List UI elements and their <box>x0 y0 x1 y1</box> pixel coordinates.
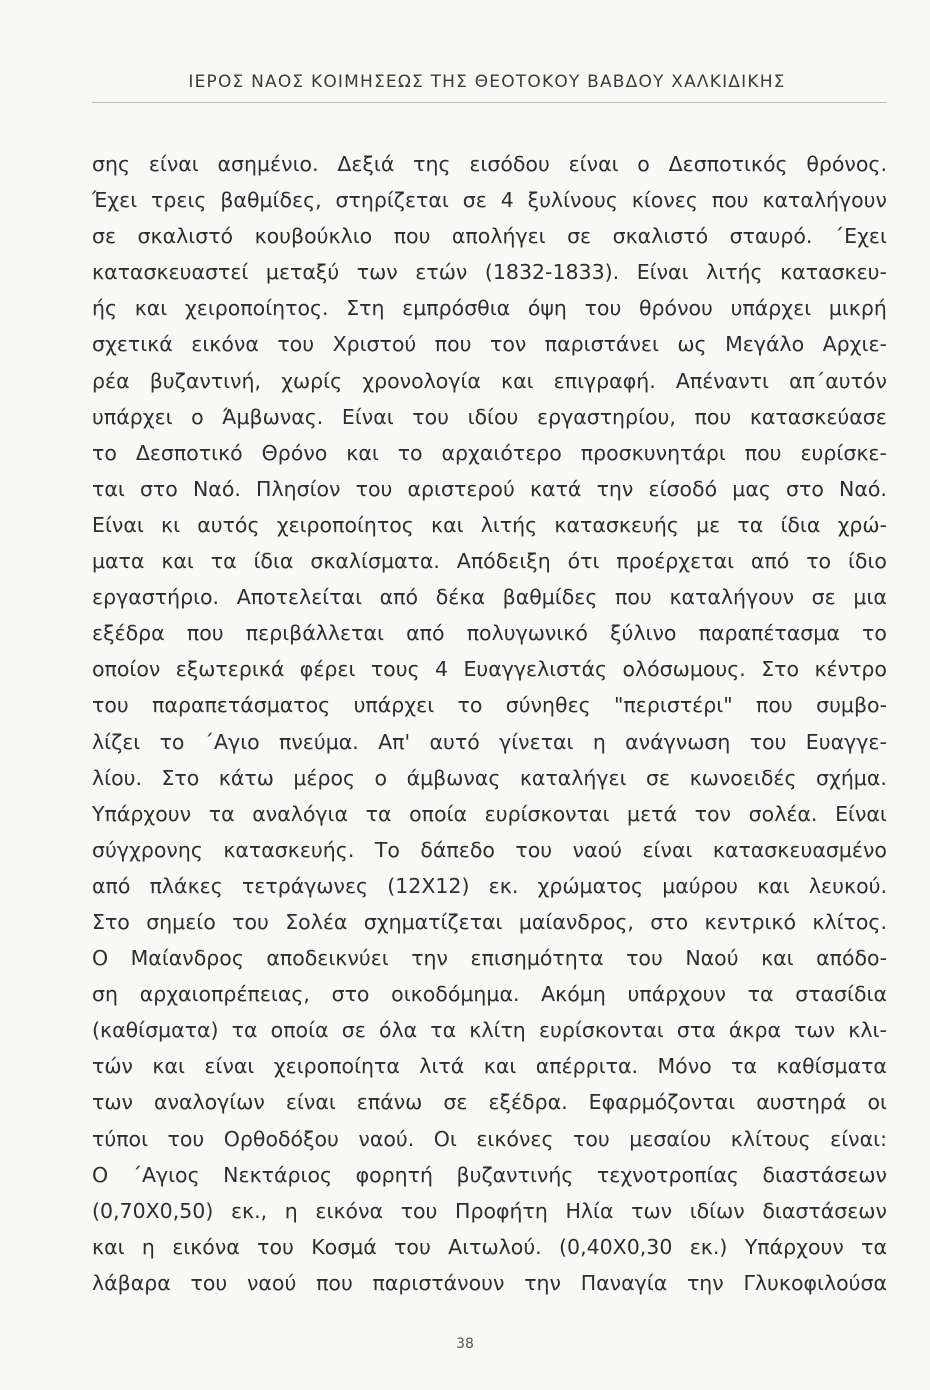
text-line: και η εικόνα του Κοσμά του Αιτωλού. (0,40Χ0,30 εκ.) Υπάρχουν τα <box>92 1234 887 1259</box>
header-divider <box>92 102 887 103</box>
text-line: ται στο Ναό. Πλησίον του αριστερού κατά την είσοδό μας στο Ναό. <box>92 476 887 501</box>
body-paragraph <box>92 146 887 1301</box>
text-line: από πλάκες τετράγωνες (12Χ12) εκ. χρώματος μαύρου και λευκού. <box>92 873 887 898</box>
text-line: Ο ΄Αγιος Νεκτάριος φορητή βυζαντινής τεχνοτροπίας διαστάσεων <box>92 1162 887 1187</box>
text-line: υπάρχει ο Άμβωνας. Είναι του ιδίου εργαστηρίου, που κατασκεύασε <box>92 404 887 429</box>
text-line: οποίον εξωτερικά φέρει τους 4 Ευαγγελιστάς ολόσωμους. Στο κέντρο <box>92 657 887 682</box>
text-line: σχετικά εικόνα του Χριστού που τον παριστάνει ως Μεγάλο Αρχιε- <box>92 332 887 357</box>
text-line: Ο Μαίανδρος αποδεικνύει την επισημότητα του Ναού και απόδο- <box>92 946 887 971</box>
text-line: ματα και τα ίδια σκαλίσματα. Απόδειξη ότι προέρχεται από το ίδιο <box>92 549 887 574</box>
text-line: Στο σημείο του Σολέα σχηματίζεται μαίανδρος, στο κεντρικό κλίτος. <box>92 909 887 934</box>
text-line: το Δεσποτικό Θρόνο και το αρχαιότερο προσκυνητάρι που ευρίσκε- <box>92 440 887 465</box>
text-line: σύγχρονης κατασκευής. Το δάπεδο του ναού είναι κατασκευασμένο <box>92 837 887 862</box>
text-line: ής και χειροποίητος. Στη εμπρόσθια όψη του θρόνου υπάρχει μικρή <box>92 296 887 321</box>
text-line: των αναλογίων είναι επάνω σε εξέδρα. Εφαρμόζονται αυστηρά οι <box>92 1090 887 1115</box>
page-number: 38 <box>456 1336 474 1352</box>
text-line: τύποι του Ορθοδόξου ναού. Οι εικόνες του μεσαίου κλίτους είναι: <box>92 1126 887 1151</box>
text-line: σης είναι ασημένιο. Δεξιά της εισόδου είναι ο Δεσποτικός θρόνος. <box>92 152 887 176</box>
text-line: Υπάρχουν τα αναλόγια τα οποία ευρίσκονται μετά τον σολέα. Είναι <box>92 801 887 826</box>
text-line: του παραπετάσματος υπάρχει το σύνηθες "περιστέρι" που συμβο- <box>92 693 887 718</box>
text-line: εξέδρα που περιβάλλεται από πολυγωνικό ξύλινο παραπέτασμα το <box>92 621 887 646</box>
text-line: λίζει το ΄Αγιο πνεύμα. Απ' αυτό γίνεται η ανάγνωση του Ευαγγε- <box>92 729 887 754</box>
text-line: (0,70Χ0,50) εκ., η εικόνα του Προφήτη Ηλία των ιδίων διαστάσεων <box>92 1198 887 1223</box>
text-line: κατασκευαστεί μεταξύ των ετών (1832-1833). Είναι λιτής κατασκευ- <box>92 260 887 285</box>
running-header: ΙΕΡΟΣ ΝΑΟΣ ΚΟΙΜΗΣΕΩΣ ΤΗΣ ΘΕΟΤΟΚΟΥ ΒΑΒΔΟΥ ΧΑΛΚΙΔΙΚΗΣ <box>188 72 786 92</box>
text-line: (καθίσματα) τα οποία σε όλα τα κλίτη ευρίσκονται στα άκρα των κλι- <box>92 1018 887 1043</box>
text-line: λίου. Στο κάτω μέρος ο άμβωνας καταλήγει σε κωνοειδές σχήμα. <box>92 765 887 790</box>
text-line: σε σκαλιστό κουβούκλιο που απολήγει σε σκαλιστό σταυρό. ΄Εχει <box>92 224 887 249</box>
text-line: Έχει τρεις βαθμίδες, στηρίζεται σε 4 ξυλίνους κίονες που καταλήγουν <box>92 188 887 213</box>
text-line: ρέα βυζαντινή, χωρίς χρονολογία και επιγραφή. Απέναντι απ΄αυτόν <box>92 368 887 393</box>
text-line: λάβαρα του ναού που παριστάνουν την Παναγία την Γλυκοφιλούσα <box>92 1270 887 1295</box>
text-line: ση αρχαιοπρέπειας, στο οικοδόμημα. Ακόμη υπάρχουν τα στασίδια <box>92 982 887 1007</box>
text-line: Είναι κι αυτός χειροποίητος και λιτής κατασκευής με τα ίδια χρώ- <box>92 512 887 537</box>
text-line: εργαστήριο. Αποτελείται από δέκα βαθμίδες που καταλήγουν σε μια <box>92 585 887 610</box>
text-line: τών και είναι χειροποίητα λιτά και απέρριτα. Μόνο τα καθίσματα <box>92 1054 887 1079</box>
